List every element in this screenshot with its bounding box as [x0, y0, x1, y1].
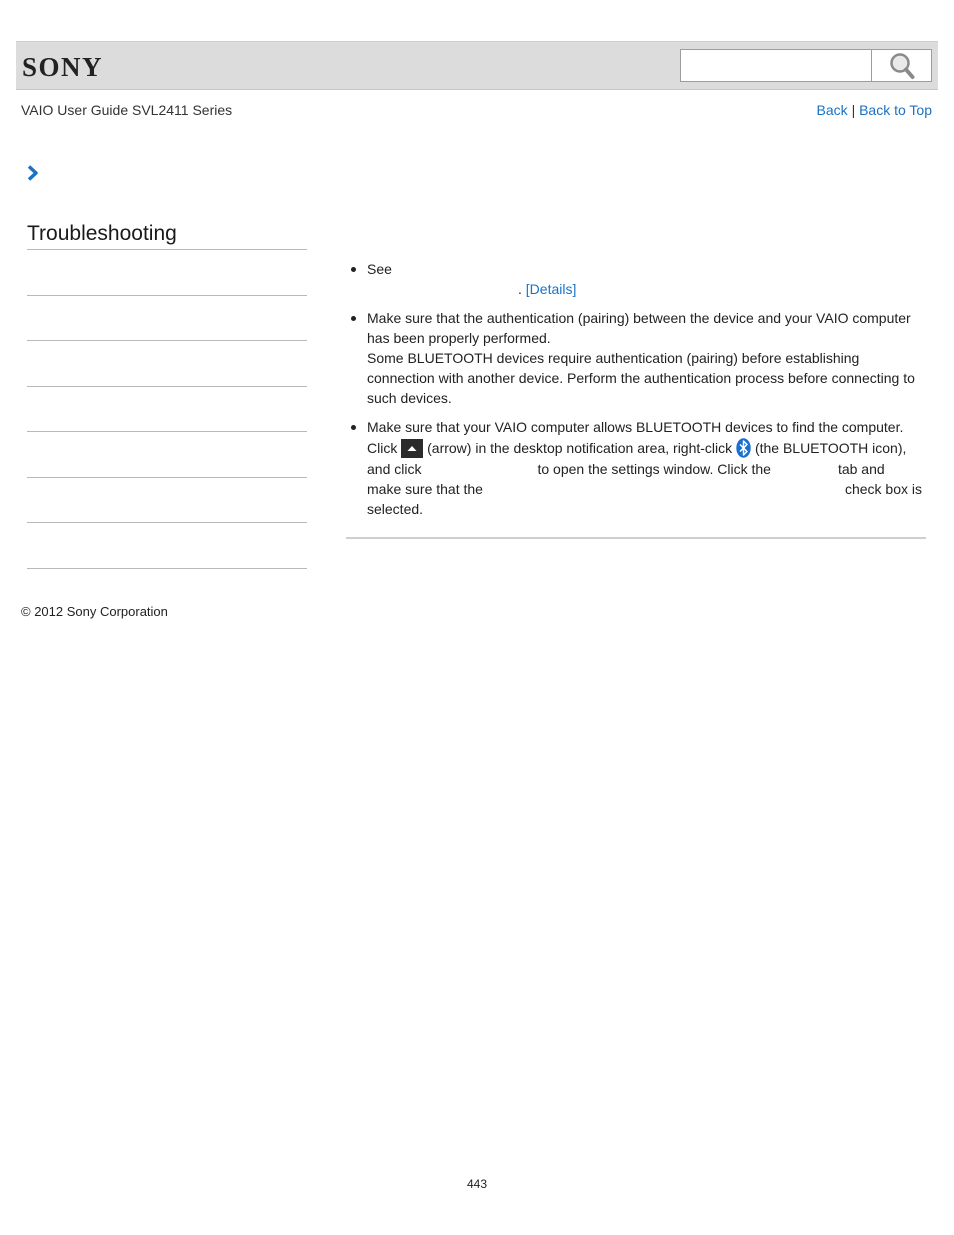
sidebar-divider: [27, 386, 307, 387]
up-arrow-icon: [401, 439, 423, 458]
pairing-instruction: Make sure that the authentication (pairing) between the device and your VAIO computer has been properly performed.: [367, 310, 911, 346]
back-link[interactable]: Back: [816, 102, 848, 118]
list-item: [349, 417, 929, 519]
sidebar-divider: [27, 295, 307, 296]
sidebar-divider: [27, 568, 307, 569]
page-number: 443: [466, 1177, 488, 1191]
sidebar-divider: [27, 522, 307, 523]
top-navigation: [817, 102, 932, 118]
content-bullet-list: [349, 259, 929, 519]
details-link[interactable]: [Details]: [525, 281, 577, 297]
magnifier-icon: [889, 52, 915, 80]
sidebar-divider: [27, 340, 307, 341]
nav-separator: |: [851, 102, 856, 118]
chevron-right-icon[interactable]: [26, 165, 40, 181]
sidebar-divider: [27, 431, 307, 432]
guide-title: VAIO User Guide SVL2411 Series: [21, 102, 233, 118]
selected-text: selected.: [367, 501, 424, 517]
list-item: [349, 259, 929, 308]
and-click-text: and click: [367, 461, 422, 477]
sidebar-title: Troubleshooting: [27, 222, 177, 245]
list-item: [349, 308, 929, 417]
content-divider: [346, 537, 926, 539]
discoverable-instruction: Make sure that your VAIO computer allows BLUETOOTH devices to find the computer.: [367, 419, 904, 435]
settings-window-text: to open the settings window. Click the: [537, 461, 771, 477]
make-sure-text: make sure that the: [367, 481, 483, 497]
sidebar-divider: [27, 249, 307, 250]
pairing-explanation: Some BLUETOOTH devices require authentication (pairing) before establishing connection with another device. Perform the authentication process before connecting to such devices.: [367, 350, 915, 406]
bluetooth-icon: [736, 438, 751, 458]
header-bar: [16, 41, 938, 90]
check-box-text: check box is: [844, 481, 922, 497]
click-text: Click: [367, 440, 398, 456]
back-to-top-link[interactable]: Back to Top: [859, 102, 932, 118]
tab-and-text: tab and: [837, 461, 885, 477]
period-text: .: [518, 281, 522, 297]
sidebar-divider: [27, 477, 307, 478]
see-text: See: [367, 261, 392, 277]
sony-logo: SONY: [22, 52, 104, 82]
copyright: © 2012 Sony Corporation: [21, 604, 168, 619]
search-input[interactable]: [680, 49, 872, 82]
bluetooth-icon-text: (the BLUETOOTH icon),: [754, 440, 907, 456]
arrow-text: (arrow) in the desktop notification area, right-click: [427, 440, 733, 456]
search-button[interactable]: [872, 49, 932, 82]
